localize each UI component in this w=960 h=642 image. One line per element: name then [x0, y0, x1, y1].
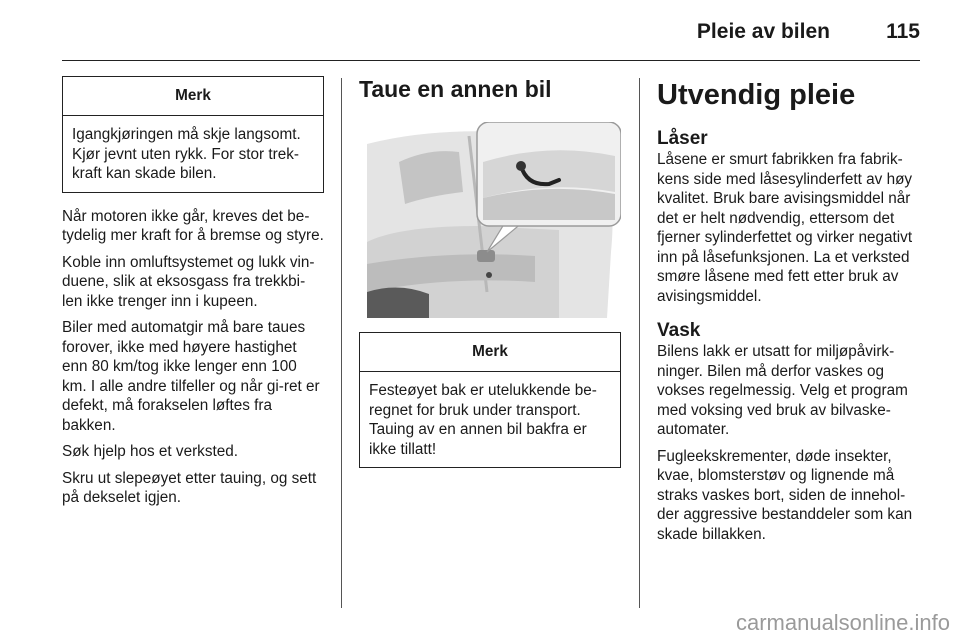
column-divider-1	[341, 78, 342, 608]
note-box-towing-eye	[359, 332, 621, 468]
paragraph: Skru ut slepeøyet etter tauing, og sett på dekselet igjen.	[62, 469, 317, 506]
left-column	[62, 76, 324, 515]
paragraph: Når motoren ikke går, kreves det be-tydelig mer kraft for å bremse og styre.	[62, 207, 324, 244]
watermark: carmanualsonline.info	[735, 610, 950, 635]
note-text: Igangkjøringen må skje langsomt. Kjør jevnt uten rykk. For stor trek-kraft kan skade bilen.	[72, 126, 301, 182]
middle-column	[359, 76, 621, 468]
page-number: 115	[886, 20, 920, 43]
subsection-heading-washing: Vask	[657, 320, 701, 341]
header-rule	[62, 60, 920, 61]
towing-eye-illustration	[359, 122, 621, 318]
note-box-startup	[62, 76, 324, 193]
right-column	[657, 76, 921, 551]
paragraph: Bilens lakk er utsatt for miljøpåvirk-ninger. Bilen må derfor vaskes og vokses regelmessig. Velg et program med voksing ved bruk av bilvaske-automater.	[657, 343, 908, 438]
paragraph: Låsene er smurt fabrikken fra fabrik-kens side med låsesylinderfett av høy kvalitet. Bruk bare avisingsmiddel når det er helt nødvendig, ettersom det fjerner sylinderfettet og virker negativt inn på låsefunksjonen. La et verksted smøre låsene med fett etter bruk av avisingsmiddel.	[657, 151, 913, 305]
note-text: Festeøyet bak er utelukkende be-regnet for bruk under transport. Tauing av en annen bil bakfra er ikke tillatt!	[369, 382, 597, 458]
paragraph: Søk hjelp hos et verksted.	[62, 443, 238, 460]
paragraph: Koble inn omluftsystemet og lukk vin-duene, slik at eksosgass fra trekkbi-len ikke trenger inn i kupeen.	[62, 253, 315, 310]
page-header-title: Pleie av bilen	[696, 20, 830, 43]
paragraph: Biler med automatgir må bare taues forover, ikke med høyere hastighet enn 80 km/tog ikke lenger enn 100 km. I alle andre tilfeller og når gi-ret er defekt, må forakselen løftes fra bakken.	[62, 319, 320, 434]
chapter-title: Utvendig pleie	[657, 79, 856, 111]
section-title: Taue en annen bil	[359, 76, 552, 102]
column-divider-2	[639, 78, 640, 608]
note-title: Merk	[63, 77, 323, 116]
paragraph: Fugleekskrementer, døde insekter, kvae, blomsterstøv og lignende må straks vaskes bort, siden de innehol-der aggressive bestanddeler som kan skade billakken.	[657, 447, 913, 543]
subsection-heading-locks: Låser	[657, 128, 708, 149]
note-title: Merk	[360, 333, 620, 372]
